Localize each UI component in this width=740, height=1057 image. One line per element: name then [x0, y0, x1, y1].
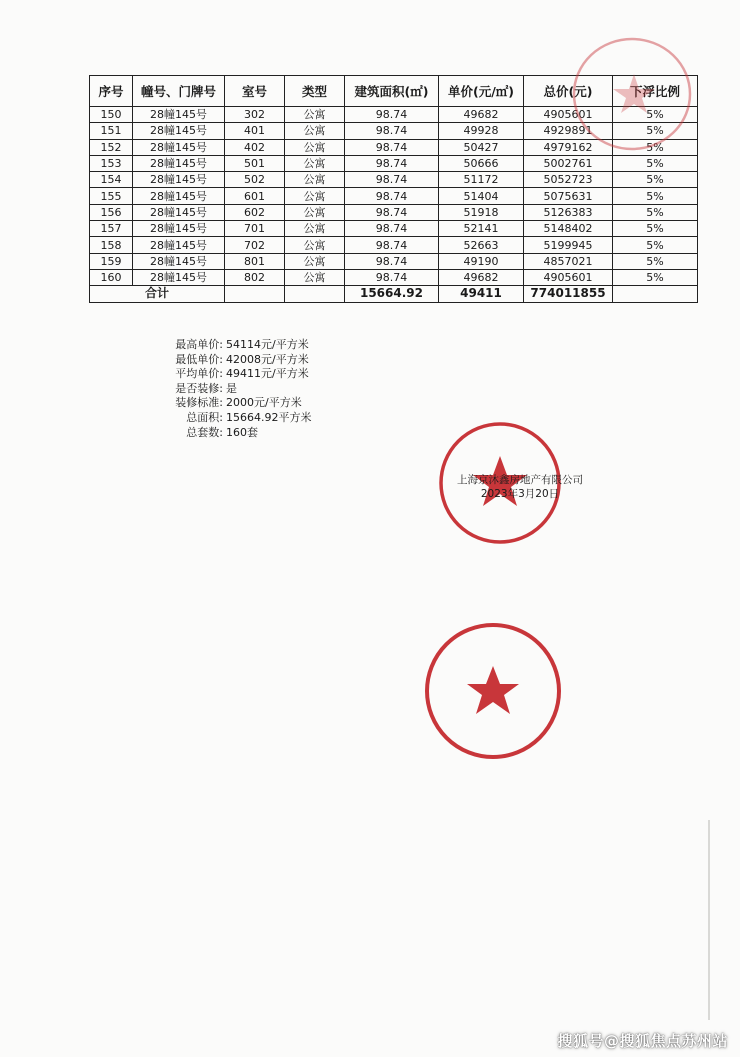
- table-total-row: [90, 286, 698, 302]
- cell-serial: 151: [90, 123, 133, 139]
- cell-building: 28幢145号: [133, 123, 225, 139]
- summary-value: 是: [226, 381, 237, 395]
- summary-label: 总面积:: [186, 410, 223, 424]
- summary-value: 15664.92平方米: [226, 410, 312, 424]
- signature-company: 上海京沐鑫房地产有限公司: [457, 474, 583, 486]
- cell-area: 98.74: [345, 221, 439, 237]
- cell-area: 98.74: [345, 253, 439, 269]
- header-serial: 序号: [90, 76, 133, 107]
- cell-area: 98.74: [345, 172, 439, 188]
- cell-unit-price: 50427: [439, 139, 524, 155]
- cell-total-price: 4929891: [524, 123, 613, 139]
- cell-discount: 5%: [613, 139, 698, 155]
- cell-discount: 5%: [613, 204, 698, 220]
- cell-total-price: 5052723: [524, 172, 613, 188]
- cell-total-price: 4979162: [524, 139, 613, 155]
- faded-seal-stamp: [568, 34, 696, 154]
- summary-block: [150, 338, 312, 440]
- summary-value: 49411元/平方米: [226, 367, 309, 381]
- table-row: [90, 204, 698, 220]
- cell-unit-price: 49682: [439, 269, 524, 285]
- total-empty-cell: [613, 286, 698, 302]
- cell-room: 501: [225, 155, 285, 171]
- cell-type: 公寓: [285, 107, 345, 123]
- cell-room: 701: [225, 221, 285, 237]
- cell-room: 502: [225, 172, 285, 188]
- page-edge-shadow: [708, 820, 710, 1020]
- cell-serial: 156: [90, 204, 133, 220]
- header-unit-price: 单价(元/㎡): [439, 76, 524, 107]
- cell-type: 公寓: [285, 237, 345, 253]
- summary-row: [150, 338, 312, 353]
- table-row: [90, 188, 698, 204]
- cell-unit-price: 49682: [439, 107, 524, 123]
- cell-serial: 153: [90, 155, 133, 171]
- header-discount: 下浮比例: [613, 76, 698, 107]
- cell-discount: 5%: [613, 237, 698, 253]
- cell-unit-price: 49928: [439, 123, 524, 139]
- cell-serial: 160: [90, 269, 133, 285]
- watermark-text: 搜狐号@搜狐焦点苏州站: [557, 1032, 728, 1050]
- table-row: [90, 221, 698, 237]
- cell-area: 98.74: [345, 139, 439, 155]
- summary-row: [150, 382, 312, 397]
- cell-type: 公寓: [285, 188, 345, 204]
- cell-area: 98.74: [345, 107, 439, 123]
- cell-discount: 5%: [613, 172, 698, 188]
- summary-label: 最高单价:: [175, 338, 223, 351]
- table-row: [90, 155, 698, 171]
- cell-area: 98.74: [345, 188, 439, 204]
- cell-building: 28幢145号: [133, 221, 225, 237]
- cell-room: 702: [225, 237, 285, 253]
- summary-value: 160套: [226, 425, 258, 439]
- cell-serial: 159: [90, 253, 133, 269]
- cell-area: 98.74: [345, 123, 439, 139]
- cell-serial: 157: [90, 221, 133, 237]
- cell-building: 28幢145号: [133, 204, 225, 220]
- cell-type: 公寓: [285, 269, 345, 285]
- summary-row: [150, 411, 312, 426]
- cell-total-price: 5148402: [524, 221, 613, 237]
- cell-type: 公寓: [285, 123, 345, 139]
- table-row: [90, 237, 698, 253]
- cell-serial: 154: [90, 172, 133, 188]
- total-area: 15664.92: [345, 286, 439, 302]
- cell-discount: 5%: [613, 188, 698, 204]
- cell-building: 28幢145号: [133, 155, 225, 171]
- cell-serial: 152: [90, 139, 133, 155]
- cell-room: 401: [225, 123, 285, 139]
- cell-building: 28幢145号: [133, 188, 225, 204]
- cell-type: 公寓: [285, 155, 345, 171]
- cell-area: 98.74: [345, 204, 439, 220]
- table-row: [90, 269, 698, 285]
- cell-type: 公寓: [285, 172, 345, 188]
- cell-building: 28幢145号: [133, 253, 225, 269]
- cell-room: 402: [225, 139, 285, 155]
- cell-building: 28幢145号: [133, 269, 225, 285]
- cell-unit-price: 50666: [439, 155, 524, 171]
- header-building: 幢号、门牌号: [133, 76, 225, 107]
- cell-total-price: 5002761: [524, 155, 613, 171]
- cell-room: 801: [225, 253, 285, 269]
- summary-row: [150, 426, 312, 441]
- cell-discount: 5%: [613, 155, 698, 171]
- cell-discount: 5%: [613, 107, 698, 123]
- cell-total-price: 5199945: [524, 237, 613, 253]
- cell-type: 公寓: [285, 139, 345, 155]
- summary-row: [150, 367, 312, 382]
- summary-row: [150, 396, 312, 411]
- summary-label: 装修标准:: [175, 396, 223, 410]
- cell-type: 公寓: [285, 253, 345, 269]
- cell-room: 302: [225, 107, 285, 123]
- cell-unit-price: 52663: [439, 237, 524, 253]
- cell-discount: 5%: [613, 269, 698, 285]
- total-empty-cell: [225, 286, 285, 302]
- cell-total-price: 4905601: [524, 107, 613, 123]
- header-area: 建筑面积(㎡): [345, 76, 439, 107]
- summary-value: 2000元/平方米: [226, 396, 302, 410]
- summary-label: 平均单价:: [175, 367, 223, 381]
- total-label: 合计: [90, 286, 225, 302]
- cell-area: 98.74: [345, 269, 439, 285]
- header-total-price: 总价(元): [524, 76, 613, 107]
- summary-label: 最低单价:: [175, 352, 223, 366]
- cell-building: 28幢145号: [133, 172, 225, 188]
- cell-room: 602: [225, 204, 285, 220]
- summary-row: [150, 353, 312, 368]
- header-room: 室号: [225, 76, 285, 107]
- cell-type: 公寓: [285, 204, 345, 220]
- cell-serial: 158: [90, 237, 133, 253]
- header-type: 类型: [285, 76, 345, 107]
- cell-serial: 155: [90, 188, 133, 204]
- cell-unit-price: 51172: [439, 172, 524, 188]
- cell-unit-price: 52141: [439, 221, 524, 237]
- cell-total-price: 4857021: [524, 253, 613, 269]
- total-price: 774011855: [524, 286, 613, 302]
- cell-type: 公寓: [285, 221, 345, 237]
- official-seal-stamp: [422, 620, 564, 762]
- cell-total-price: 4905601: [524, 269, 613, 285]
- cell-total-price: 5075631: [524, 188, 613, 204]
- total-unit-price: 49411: [439, 286, 524, 302]
- cell-building: 28幢145号: [133, 139, 225, 155]
- cell-area: 98.74: [345, 237, 439, 253]
- cell-discount: 5%: [613, 123, 698, 139]
- cell-room: 601: [225, 188, 285, 204]
- cell-unit-price: 49190: [439, 253, 524, 269]
- cell-area: 98.74: [345, 155, 439, 171]
- cell-building: 28幢145号: [133, 237, 225, 253]
- summary-value: 42008元/平方米: [226, 352, 309, 366]
- summary-label: 总套数:: [186, 425, 223, 439]
- cell-serial: 150: [90, 107, 133, 123]
- cell-room: 802: [225, 269, 285, 285]
- table-row: [90, 172, 698, 188]
- cell-discount: 5%: [613, 253, 698, 269]
- signature-date: 2023年3月20日: [480, 488, 560, 500]
- cell-discount: 5%: [613, 221, 698, 237]
- cell-unit-price: 51404: [439, 188, 524, 204]
- cell-unit-price: 51918: [439, 204, 524, 220]
- total-empty-cell: [285, 286, 345, 302]
- cell-total-price: 5126383: [524, 204, 613, 220]
- summary-value: 54114元/平方米: [226, 338, 309, 351]
- cell-building: 28幢145号: [133, 107, 225, 123]
- table-row: [90, 253, 698, 269]
- summary-label: 是否装修:: [175, 381, 223, 395]
